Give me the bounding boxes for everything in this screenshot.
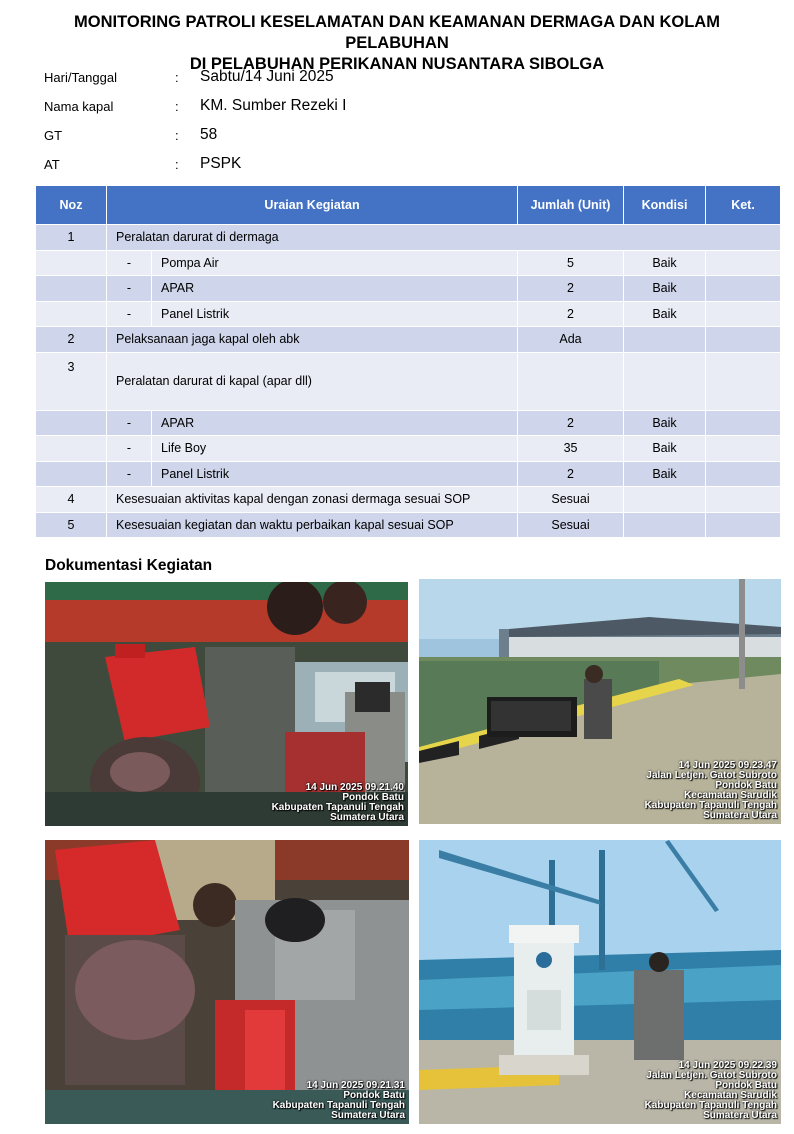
row-kondisi: Baik [624, 410, 706, 436]
colon: : [175, 70, 179, 85]
photo-officer-checking-apar [45, 840, 409, 1124]
row-text: APAR [152, 410, 518, 436]
row-ket [706, 410, 781, 436]
at-label: AT [44, 157, 60, 172]
row-ket [706, 512, 781, 538]
header-kondisi: Kondisi [624, 186, 706, 225]
row-text: Life Boy [152, 436, 518, 462]
empty-cell [36, 276, 107, 302]
row-no: 3 [36, 352, 107, 410]
row-kondisi: Baik [624, 436, 706, 462]
row-ket [706, 461, 781, 487]
row-no: 4 [36, 487, 107, 513]
photo-timestamp: 14 Jun 2025 09.22.39 Jalan Letjen. Gatot Subroto Pondok Batu Kecamatan Sarudik Kabupaten Tapanuli Tengah Sumatera Utara [644, 1060, 777, 1121]
row-no: 2 [36, 327, 107, 353]
row-jumlah [518, 352, 624, 410]
row-dash: - [107, 461, 152, 487]
header-jumlah: Jumlah (Unit) [518, 186, 624, 225]
page-title [20, 12, 774, 75]
row-text: Peralatan darurat di dermaga [107, 225, 781, 251]
row-kondisi [624, 512, 706, 538]
table-row [36, 301, 781, 327]
row-ket [706, 487, 781, 513]
row-dash: - [107, 301, 152, 327]
at-value: PSPK [200, 155, 242, 172]
table-header-row [36, 186, 781, 225]
table-row [36, 487, 781, 513]
row-text: Panel Listrik [152, 461, 518, 487]
gt-value: 58 [200, 126, 218, 143]
row-jumlah: 5 [518, 250, 624, 276]
table-row [36, 250, 781, 276]
row-ket [706, 276, 781, 302]
row-ket [706, 301, 781, 327]
header-no: Noz [36, 186, 107, 225]
row-ket [706, 327, 781, 353]
row-text: Panel Listrik [152, 301, 518, 327]
colon: : [175, 157, 179, 172]
photo-timestamp: 14 Jun 2025 09.23.47 Jalan Letjen. Gatot Subroto Pondok Batu Kecamatan Sarudik Kabupaten Tapanuli Tengah Sumatera Utara [644, 760, 777, 821]
header-ket: Ket. [706, 186, 781, 225]
empty-cell [36, 410, 107, 436]
row-jumlah: Sesuai [518, 487, 624, 513]
table-row [36, 436, 781, 462]
row-text: Pelaksanaan jaga kapal oleh abk [107, 327, 518, 353]
table-row [36, 225, 781, 251]
empty-cell [36, 301, 107, 327]
row-jumlah: 2 [518, 276, 624, 302]
row-kondisi [624, 487, 706, 513]
row-dash: - [107, 276, 152, 302]
colon: : [175, 128, 179, 143]
empty-cell [36, 250, 107, 276]
row-text: Kesesuaian aktivitas kapal dengan zonasi dermaga sesuai SOP [107, 487, 518, 513]
row-jumlah: 2 [518, 410, 624, 436]
row-text: Pompa Air [152, 250, 518, 276]
row-kondisi: Baik [624, 276, 706, 302]
row-dash: - [107, 250, 152, 276]
photo-dock-power-panel [419, 840, 781, 1124]
table-row [36, 512, 781, 538]
photo-timestamp: 14 Jun 2025 09.21.40 Pondok Batu Kabupaten Tapanuli Tengah Sumatera Utara [271, 782, 404, 823]
row-jumlah: 35 [518, 436, 624, 462]
photo-dock-pump [419, 579, 781, 824]
header-uraian: Uraian Kegiatan [107, 186, 518, 225]
row-kondisi [624, 352, 706, 410]
date-value: Sabtu/14 Juni 2025 [200, 68, 334, 85]
table-row [36, 410, 781, 436]
row-no: 1 [36, 225, 107, 251]
colon: : [175, 99, 179, 114]
row-jumlah: Ada [518, 327, 624, 353]
activity-table [35, 185, 781, 538]
gt-label: GT [44, 128, 63, 143]
documentation-heading: Dokumentasi Kegiatan [45, 557, 213, 574]
empty-cell [36, 461, 107, 487]
row-no: 5 [36, 512, 107, 538]
row-kondisi: Baik [624, 250, 706, 276]
empty-cell [36, 436, 107, 462]
row-jumlah: 2 [518, 301, 624, 327]
photo-ship-interior-apar [45, 582, 408, 826]
table-row [36, 276, 781, 302]
row-text: Kesesuaian kegiatan dan waktu perbaikan kapal sesuai SOP [107, 512, 518, 538]
ship-label: Nama kapal [44, 99, 114, 114]
table-row [36, 352, 781, 410]
row-kondisi [624, 327, 706, 353]
row-ket [706, 436, 781, 462]
row-ket [706, 250, 781, 276]
row-kondisi: Baik [624, 301, 706, 327]
row-jumlah: Sesuai [518, 512, 624, 538]
row-dash: - [107, 436, 152, 462]
row-jumlah: 2 [518, 461, 624, 487]
photo-timestamp: 14 Jun 2025 09.21.31 Pondok Batu Kabupaten Tapanuli Tengah Sumatera Utara [272, 1080, 405, 1121]
ship-value: KM. Sumber Rezeki I [200, 97, 347, 114]
date-label: Hari/Tanggal [44, 70, 117, 85]
row-text: Peralatan darurat di kapal (apar dll) [107, 352, 518, 410]
row-ket [706, 352, 781, 410]
table-row [36, 327, 781, 353]
title-line-1: MONITORING PATROLI KESELAMATAN DAN KEAMANAN DERMAGA DAN KOLAM PELABUHAN [74, 13, 720, 52]
row-kondisi: Baik [624, 461, 706, 487]
table-row [36, 461, 781, 487]
row-text: APAR [152, 276, 518, 302]
row-dash: - [107, 410, 152, 436]
title-line-2: DI PELABUHAN PERIKANAN NUSANTARA SIBOLGA [189, 55, 605, 73]
